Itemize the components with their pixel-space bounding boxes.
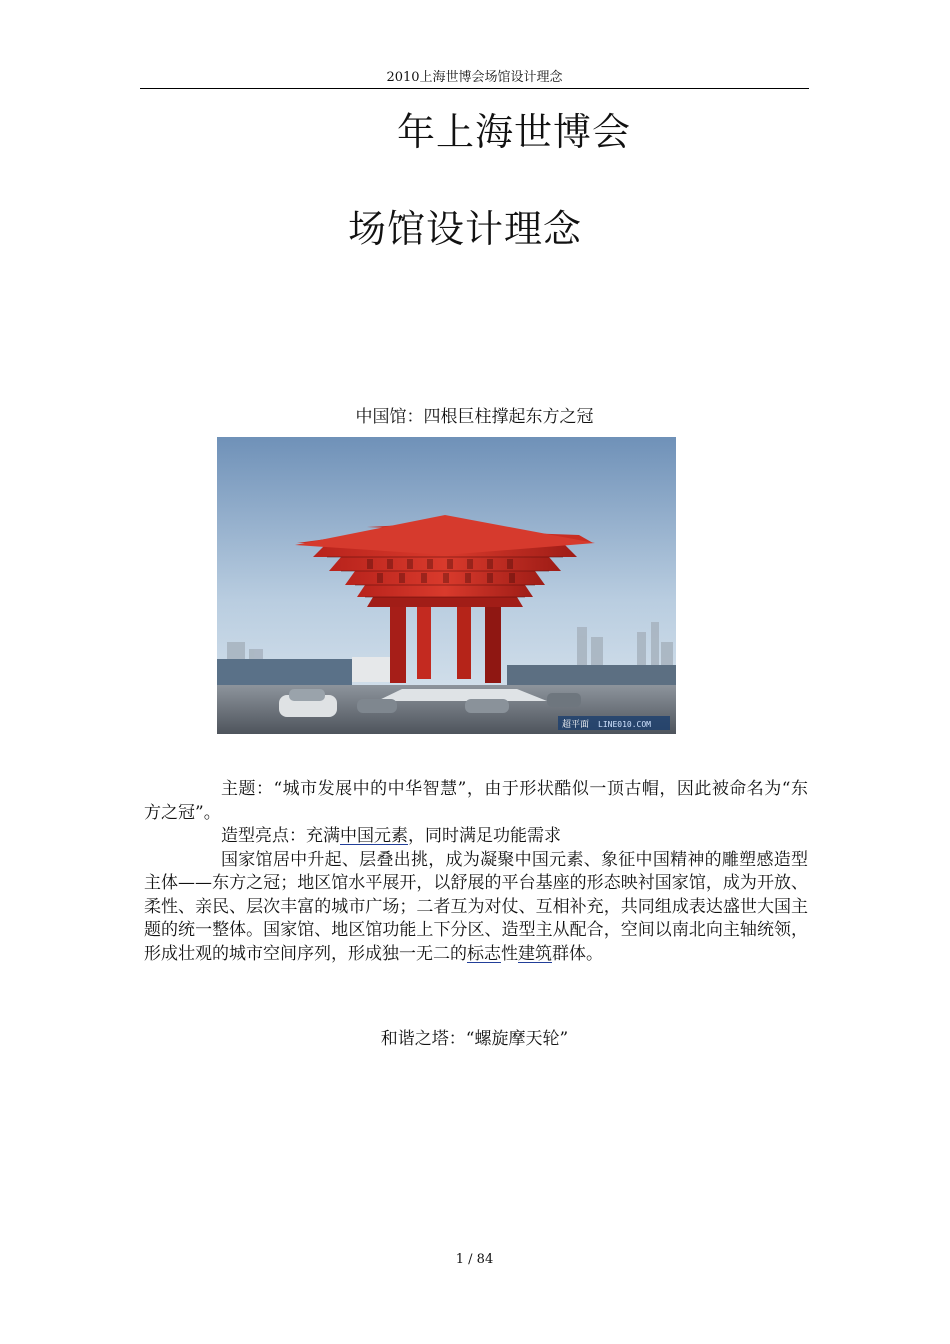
photo-watermark: LINE010.COM [598,720,651,729]
page-number: 1 / 84 [455,1252,494,1267]
design-highlight-paragraph [144,825,808,849]
description-text: 国家馆居中升起、层叠出挑，成为凝聚中国元素、象征中国精神的雕塑感造型主体——东方之冠；地区馆水平展开，以舒展的平台基座的形态映衬国家馆，成为开放、柔性、亲民、层次丰富的城市广场；二者互为对仗、互相补充，共同组成表达盛世大国主题的统一整体。国家馆、地区馆功能上下分区、造型主从配合，空间以南北向主轴统领，形成壮观的城市空间序列，形成独一无二的 [144,849,808,964]
header-rule [140,88,809,89]
link-architecture[interactable]: 建筑 [518,943,552,964]
description-paragraph [144,849,808,967]
document-title-line-1: 年上海世博会 [397,110,632,154]
photo-watermark-cn: 超平面 [562,720,590,730]
description-suffix: 群体。 [552,943,603,964]
running-header: 2010上海世博会场馆设计理念 [386,70,563,85]
china-pavilion-body [144,778,808,966]
highlight-suffix: ，同时满足功能需求 [408,826,561,846]
china-pavilion-caption: 中国馆：四根巨柱撑起东方之冠 [355,407,594,427]
description-mid: 性 [501,943,518,964]
theme-paragraph: 主题：“城市发展中的中华智慧”，由于形状酷似一顶古帽，因此被命名为“东方之冠”。 [144,779,808,823]
link-chinese-elements[interactable]: 中国元素 [340,826,408,846]
document-title-line-2: 场馆设计理念 [348,207,583,251]
highlight-prefix: 造型亮点：充满 [221,826,340,846]
harmony-tower-caption: 和谐之塔：“螺旋摩天轮” [380,1029,569,1049]
china-pavilion-photo [217,437,676,734]
link-landmark[interactable]: 标志 [467,943,501,964]
